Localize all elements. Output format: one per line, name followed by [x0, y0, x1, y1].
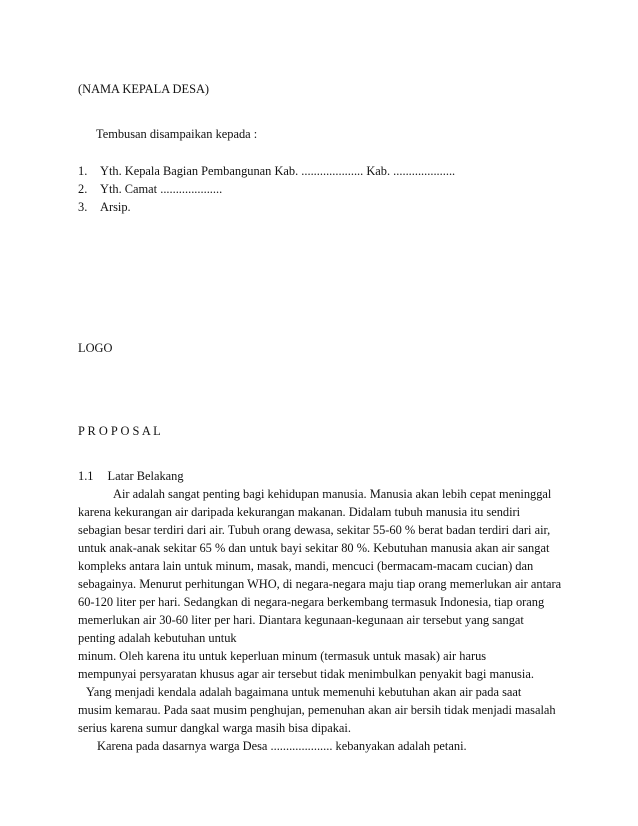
- paragraph-line: untuk anak-anak sekitar 65 % dan untuk bayi sekitar 80 %. Kebutuhan manusia akan air sangat: [78, 541, 550, 555]
- section-number: 1.1: [78, 469, 94, 483]
- nama-kepala-desa: (NAMA KEPALA DESA): [78, 82, 210, 96]
- list-item-number: 2.: [78, 182, 88, 196]
- list-item-number: 1.: [78, 164, 88, 178]
- list-item: [78, 164, 455, 179]
- paragraph-line: minum. Oleh karena itu untuk keperluan minum (termasuk untuk masak) air harus: [78, 649, 487, 663]
- list-item-number: 3.: [78, 200, 88, 214]
- paragraph-line: sebagian besar terdiri dari air. Tubuh orang dewasa, sekitar 55-60 % berat badan terdiri dari air,: [78, 523, 551, 537]
- list-item-text: Yth. Camat ....................: [100, 182, 223, 196]
- paragraph-line: penting adalah kebutuhan untuk: [78, 631, 237, 645]
- paragraph-line: mempunyai persyaratan khusus agar air tersebut tidak menimbulkan penyakit bagi manusia.: [78, 667, 534, 681]
- paragraph-line: musim kemarau. Pada saat musim penghujan, pemenuhan akan air bersih tidak menjadi masalah: [78, 703, 556, 717]
- paragraph-line: memerlukan air 30-60 liter per hari. Diantara kegunaan-kegunaan air tersebut yang sangat: [78, 613, 524, 627]
- proposal-title: P R O P O S A L: [78, 424, 161, 438]
- section-title: Latar Belakang: [107, 469, 184, 483]
- paragraph-line: 60-120 liter per hari. Sedangkan di negara-negara berkembang termasuk Indonesia, tiap orang: [78, 595, 545, 609]
- paragraph-line: Air adalah sangat penting bagi kehidupan manusia. Manusia akan lebih cepat meninggal: [113, 487, 552, 501]
- section-heading: [78, 469, 184, 484]
- paragraph-line: karena kekurangan air daripada kekurangan makanan. Didalam tubuh manusia itu sendiri: [78, 505, 521, 519]
- list-item: [78, 182, 222, 197]
- logo-placeholder: LOGO: [78, 341, 113, 355]
- paragraph-line: sebagainya. Menurut perhitungan WHO, di negara-negara maju tiap orang memerlukan air antara: [78, 577, 562, 591]
- tembusan-title: Tembusan disampaikan kepada :: [96, 127, 258, 141]
- paragraph-line: kompleks antara lain untuk minum, masak, mandi, mencuci (bermacam-macam cucian) dan: [78, 559, 534, 573]
- paragraph-line: serius karena sumur dangkal warga masih bisa dipakai.: [78, 721, 351, 735]
- paragraph-line: Yang menjadi kendala adalah bagaimana untuk memenuhi kebutuhan akan air pada saat: [86, 685, 522, 699]
- list-item: [78, 200, 131, 215]
- list-item-text: Arsip.: [100, 200, 131, 214]
- list-item-text: Yth. Kepala Bagian Pembangunan Kab. .................... Kab. ....................: [100, 164, 456, 178]
- paragraph-line: Karena pada dasarnya warga Desa .................... kebanyakan adalah petani.: [97, 739, 467, 753]
